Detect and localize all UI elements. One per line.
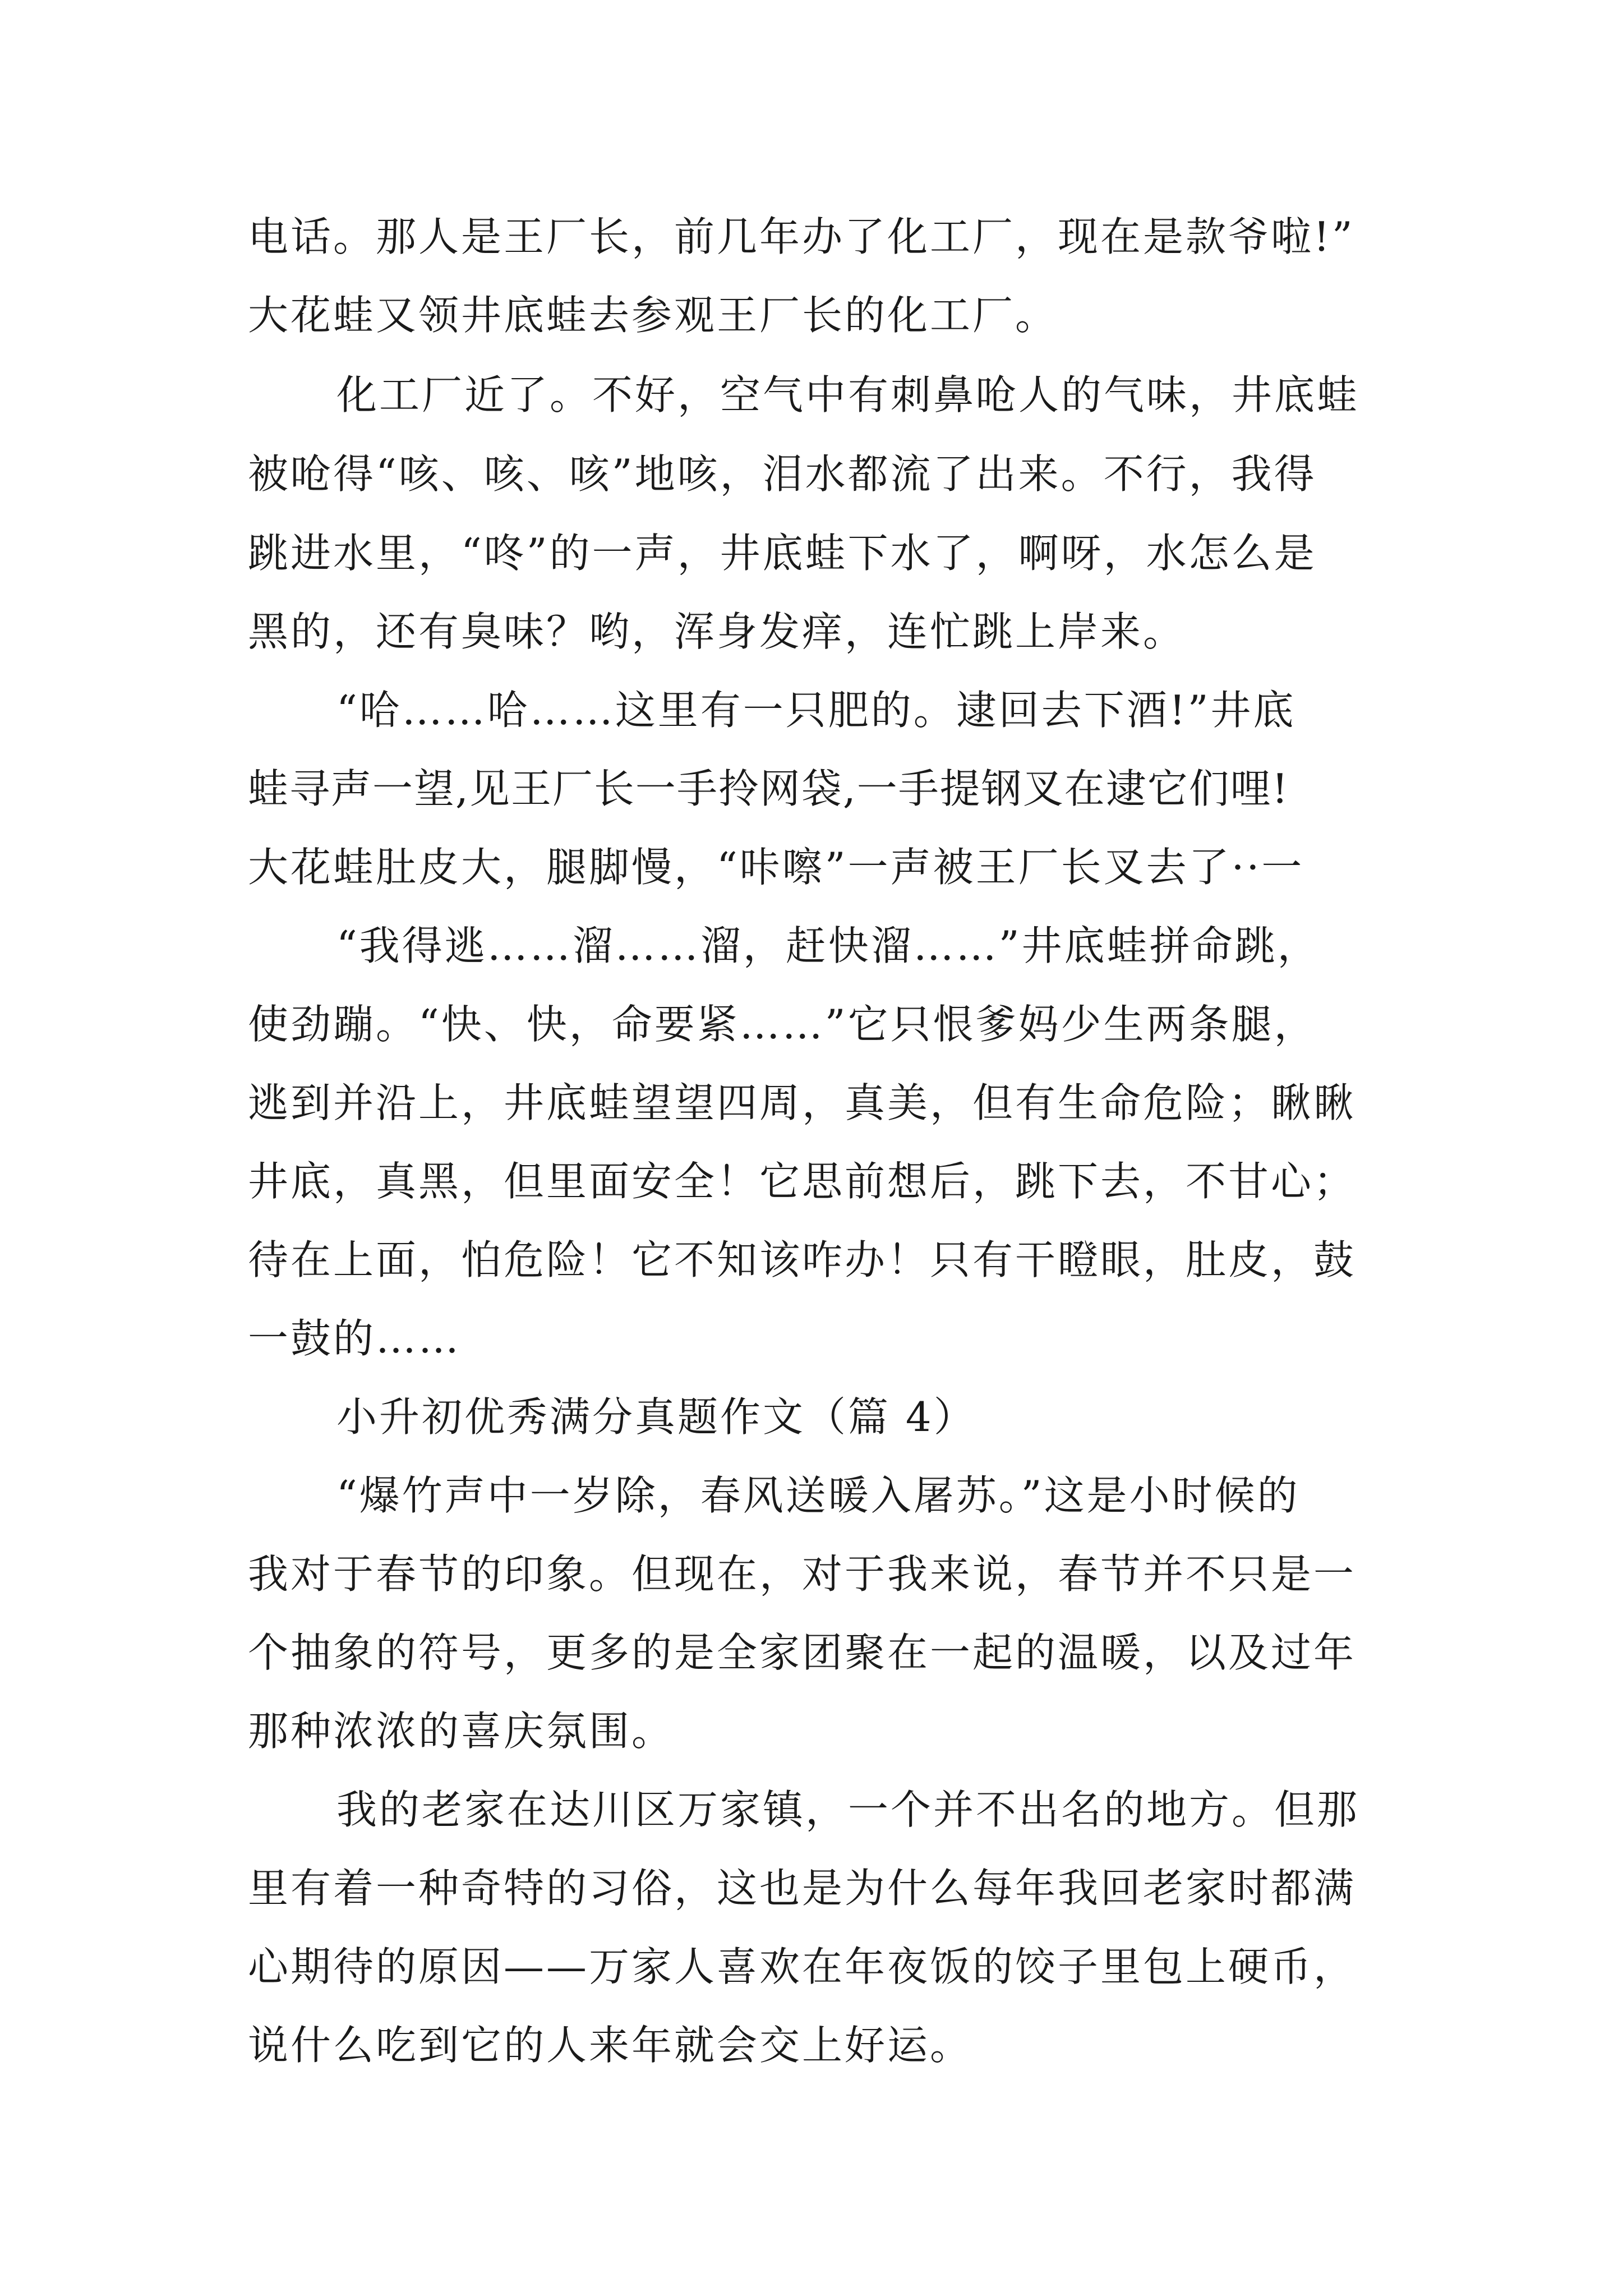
text-line: 逃到并沿上，井底蛙望望四周，真美，但有生命危险；瞅瞅 xyxy=(248,1079,1357,1126)
section-heading: 小升初优秀满分真题作文（篇 4） xyxy=(336,1393,976,1441)
text-line: 井底，真黑，但里面安全！它思前想后，跳下去，不甘心； xyxy=(248,1158,1357,1205)
text-line: 待在上面，怕危险！它不知该咋办！只有干瞪眼，肚皮，鼓 xyxy=(248,1236,1357,1283)
text-line: 大花蛙肚皮大，腿脚慢，“咔嚓”一声被王厂长叉去了··一 xyxy=(248,844,1304,891)
text-line: 说什么吃到它的人来年就会交上好运。 xyxy=(248,2022,973,2069)
text-line: 电话。那人是王厂长，前几年办了化工厂，现在是款爷啦!” xyxy=(248,213,1355,260)
text-line: 个抽象的符号，更多的是全家团聚在一起的温暖，以及过年 xyxy=(248,1629,1357,1676)
text-line: 心期待的原因——万家人喜欢在年夜饭的饺子里包上硬币， xyxy=(248,1943,1357,1990)
text-line: 我对于春节的印象。但现在，对于我来说，春节并不只是一 xyxy=(248,1550,1357,1598)
text-line: 被呛得“咳、咳、咳”地咳，泪水都流了出来。不行，我得 xyxy=(248,450,1317,498)
text-line: 跳进水里，“咚”的一声，井底蛙下水了，啊呀，水怎么是 xyxy=(248,530,1317,577)
text-line: 大花蛙又领井底蛙去参观王厂长的化工厂。 xyxy=(248,292,1058,339)
text-line: 里有着一种奇特的习俗，这也是为什么每年我回老家时都满 xyxy=(248,1865,1357,1912)
text-line: “哈……哈……这里有一只肥的。逮回去下酒!”井底 xyxy=(336,687,1296,734)
text-line: 那种浓浓的喜庆氛围。 xyxy=(248,1708,675,1755)
text-line: 黑的，还有臭味？哟，浑身发痒，连忙跳上岸来。 xyxy=(248,608,1186,655)
text-line: “我得逃……溜……溜，赶快溜……”井底蛙拼命跳， xyxy=(336,922,1320,969)
text-line: 蛙寻声一望,见王厂长一手拎网袋,一手提钢叉在逮它们哩! xyxy=(248,765,1289,812)
text-line: 使劲蹦。“快、快，命要紧……”它只恨爹妈少生两条腿， xyxy=(248,1001,1317,1048)
text-line: 化工厂近了。不好，空气中有刺鼻呛人的气味，井底蛙 xyxy=(336,371,1360,418)
text-line: 一鼓的…… xyxy=(248,1315,462,1362)
text-line: “爆竹声中一岁除，春风送暖入屠苏。”这是小时候的 xyxy=(336,1472,1300,1519)
text-line: 我的老家在达川区万家镇，一个并不出名的地方。但那 xyxy=(336,1786,1360,1833)
